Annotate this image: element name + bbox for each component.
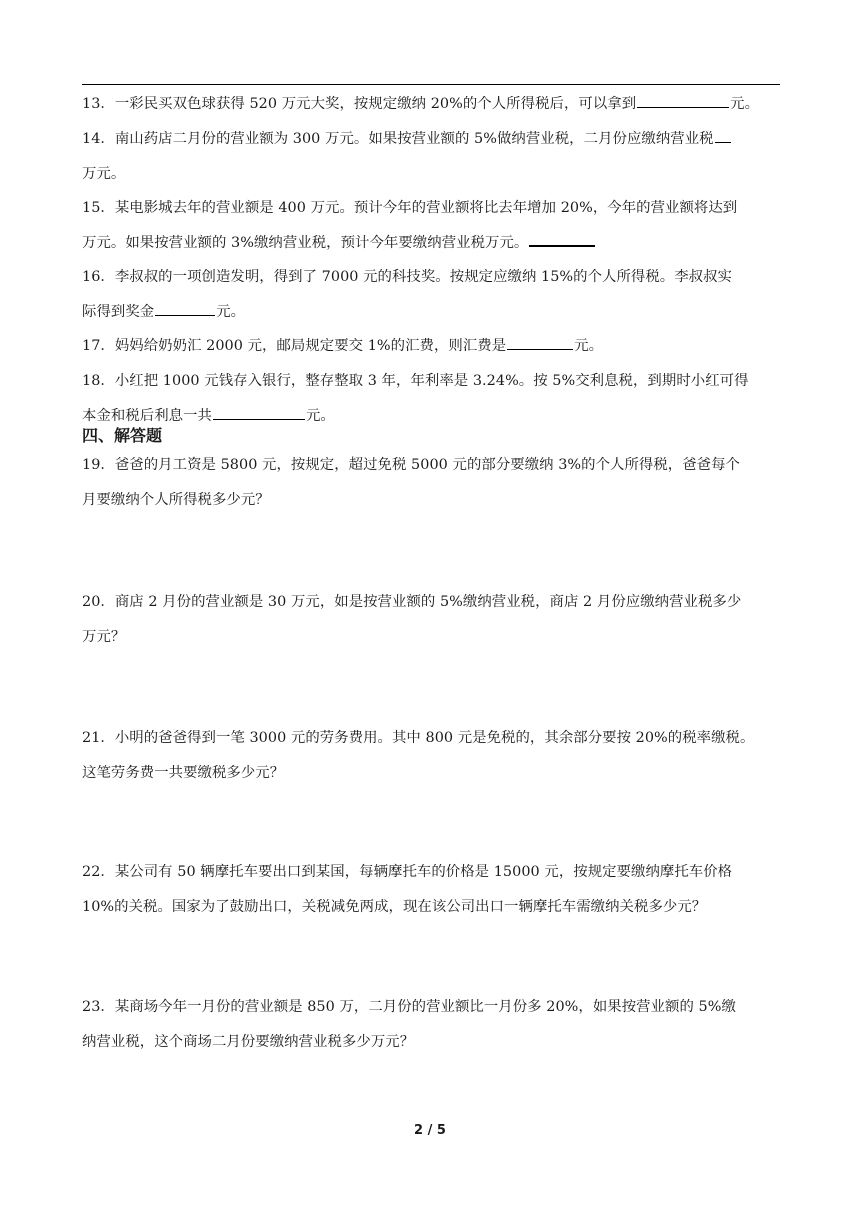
question-line: 17．妈妈给奶奶汇 2000 元，邮局规定要交 1%的汇费，则汇费是 元。 bbox=[82, 329, 780, 364]
problem-23 bbox=[82, 990, 780, 1059]
problem-21 bbox=[82, 721, 780, 790]
question-line: 16．李叔叔的一项创造发明，得到了 7000 元的科技奖。按规定应缴纳 15%的个人所得税。李叔叔实 bbox=[82, 269, 732, 285]
question-number: 15 bbox=[82, 200, 101, 216]
question-number: 13 bbox=[82, 96, 101, 112]
question-line: 14．南山药店二月份的营业额为 300 万元。如果按营业额的 5%做纳营业税，二月份应缴纳营业税 bbox=[82, 122, 780, 157]
question-18 bbox=[82, 364, 780, 433]
question-line: 13．一彩民买双色球获得 520 万元大奖，按规定缴纳 20%的个人所得税后，可以拿到 元。 bbox=[82, 87, 780, 122]
problem-line: 22．某公司有 50 辆摩托车要出口到某国，每辆摩托车的价格是 15000 元，按规定要缴纳摩托车价格 bbox=[82, 864, 733, 880]
answer-blank[interactable] bbox=[715, 127, 731, 143]
problem-line: 20．商店 2 月份的营业额是 30 万元，如是按营业额的 5%缴纳营业税，商店 2 月份应缴纳营业税多少 bbox=[82, 594, 742, 610]
question-17 bbox=[82, 329, 780, 364]
question-line: 际得到奖金 元。 bbox=[82, 295, 780, 330]
problem-line: 10%的关税。国家为了鼓励出口，关税减免两成，现在该公司出口一辆摩托车需缴纳关税多少元？ bbox=[82, 898, 707, 915]
answer-blank[interactable] bbox=[507, 334, 573, 350]
question-14 bbox=[82, 122, 780, 191]
problem-line: 这笔劳务费一共要缴税多少元？ bbox=[82, 764, 285, 781]
answer-blank[interactable] bbox=[155, 299, 215, 315]
problem-line: 23．某商场今年一月份的营业额是 850 万，二月份的营业额比一月份多 20%，如果按营业额的 5%缴 bbox=[82, 999, 736, 1015]
problem-line: 21．小明的爸爸得到一笔 3000 元的劳务费用。其中 800 元是免税的，其余部分要按 20%的税率缴税。 bbox=[82, 730, 755, 746]
question-line: 本金和税后利息一共 元。 bbox=[82, 399, 780, 434]
question-line: 15．某电影城去年的营业额是 400 万元。预计今年的营业额将比去年增加 20%，今年的营业额将达到 bbox=[82, 200, 738, 216]
problem-number: 20 bbox=[82, 594, 101, 610]
problem-number: 19 bbox=[82, 457, 101, 473]
problem-20 bbox=[82, 585, 780, 654]
answer-blank[interactable] bbox=[637, 92, 729, 108]
document-page bbox=[82, 0, 780, 1216]
problem-line: 纳营业税，这个商场二月份要缴纳营业税多少万元？ bbox=[82, 1033, 415, 1050]
header-rule bbox=[82, 84, 780, 85]
question-16 bbox=[82, 260, 780, 329]
problem-number: 21 bbox=[82, 730, 101, 746]
problem-line: 月要缴纳个人所得税多少元？ bbox=[82, 491, 270, 508]
problem-19 bbox=[82, 448, 780, 517]
problem-number: 22 bbox=[82, 864, 101, 880]
problem-line: 万元？ bbox=[82, 628, 126, 645]
question-number: 17 bbox=[82, 338, 101, 354]
question-number: 14 bbox=[82, 131, 101, 147]
answer-blank[interactable] bbox=[529, 229, 595, 246]
problem-22 bbox=[82, 855, 780, 924]
question-13 bbox=[82, 87, 780, 122]
question-15 bbox=[82, 191, 780, 260]
problem-line: 19．爸爸的月工资是 5800 元，按规定，超过免税 5000 元的部分要缴纳 3%的个人所得税，爸爸每个 bbox=[82, 457, 740, 473]
question-line: 万元。 bbox=[82, 165, 126, 182]
question-line: 18．小红把 1000 元钱存入银行，整存整取 3 年，年利率是 3.24%。按 5%交利息税，到期时小红可得 bbox=[82, 373, 749, 389]
page-number: 2 / 5 bbox=[414, 1123, 446, 1138]
problem-number: 23 bbox=[82, 999, 101, 1015]
section-heading: 四、解答题 bbox=[82, 426, 163, 445]
question-number: 16 bbox=[82, 269, 101, 285]
answer-blank[interactable] bbox=[213, 403, 305, 419]
question-line: 万元。如果按营业额的 3%缴纳营业税，预计今年要缴纳营业税万元。 bbox=[82, 226, 780, 261]
question-number: 18 bbox=[82, 373, 101, 389]
